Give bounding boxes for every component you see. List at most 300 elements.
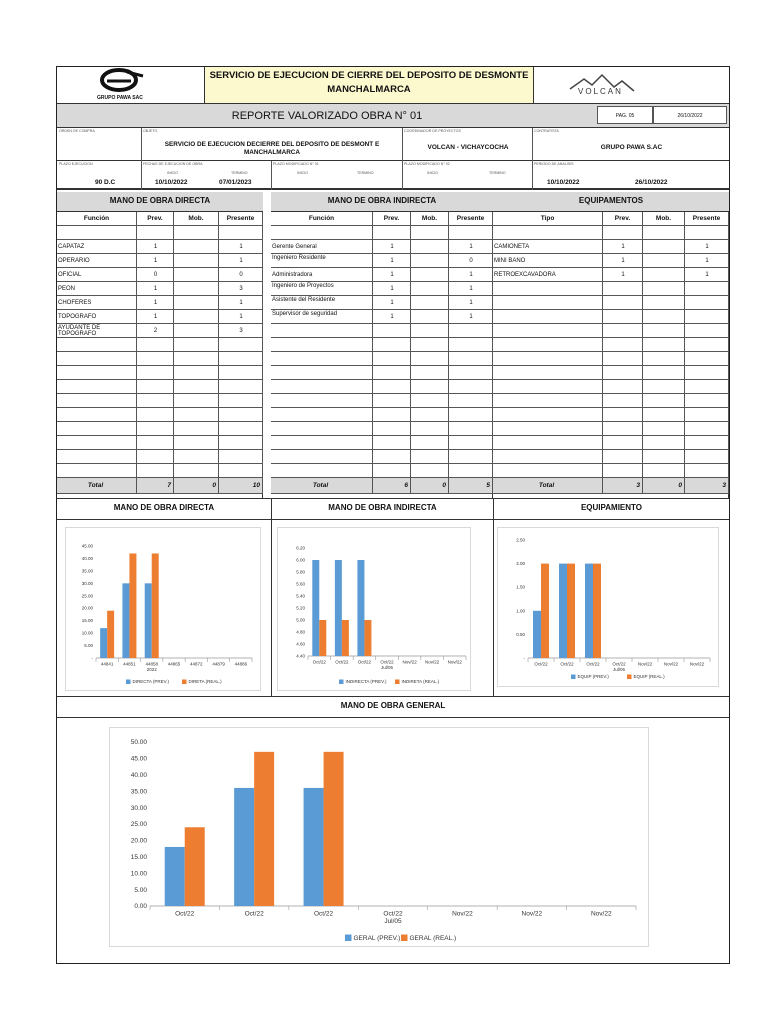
table-cell bbox=[411, 380, 449, 394]
chart-directa-box bbox=[65, 527, 261, 691]
table-row-label bbox=[493, 226, 603, 240]
table-cell bbox=[685, 464, 729, 478]
table-cell bbox=[174, 226, 219, 240]
table-cell: 1 bbox=[373, 296, 411, 310]
table-cell bbox=[174, 254, 219, 268]
table-cell: 1 bbox=[449, 240, 493, 254]
bar-prev bbox=[533, 611, 541, 658]
table-row-label bbox=[493, 282, 603, 296]
table-cell bbox=[685, 324, 729, 338]
legend-swatch bbox=[182, 680, 187, 685]
legend-swatch bbox=[126, 680, 131, 685]
table-cell bbox=[685, 338, 729, 352]
legend-label: INDIRETA (REAL.) bbox=[401, 679, 440, 684]
total-cell: 5 bbox=[449, 478, 493, 494]
x-tick-label: 44858 bbox=[145, 661, 158, 667]
table-cell: 0 bbox=[449, 254, 493, 268]
table-row-label: Supervisor de seguridad bbox=[271, 310, 373, 324]
x-tick-label: Oct/22 bbox=[383, 910, 403, 918]
bar-real bbox=[364, 620, 371, 656]
table-cell bbox=[449, 324, 493, 338]
table-equipos-title: EQUIPAMENTOS bbox=[493, 192, 729, 212]
table-cell bbox=[137, 394, 174, 408]
x-tick-label: Nov/22 bbox=[663, 661, 679, 667]
table-cell bbox=[174, 394, 219, 408]
table-cell bbox=[411, 324, 449, 338]
table-cell bbox=[174, 422, 219, 436]
table-cell: 1 bbox=[373, 310, 411, 324]
table-row-label bbox=[57, 352, 137, 366]
table-cell bbox=[643, 394, 685, 408]
chart-indirecta bbox=[278, 528, 472, 692]
chart-equipamiento-title: EQUIPAMIENTO bbox=[580, 503, 643, 512]
table-cell bbox=[449, 366, 493, 380]
y-tick-label: 10.00 bbox=[81, 630, 93, 636]
y-tick-label: 5.00 bbox=[296, 617, 305, 623]
column-header: Tipo bbox=[493, 212, 603, 226]
table-cell bbox=[174, 282, 219, 296]
x-tick-label: Nov/22 bbox=[425, 659, 440, 665]
y-tick-label: 25.00 bbox=[130, 821, 147, 829]
x-tick-label: Nov/22 bbox=[402, 659, 417, 665]
report-sheet bbox=[56, 66, 730, 964]
bar-real bbox=[319, 620, 326, 656]
y-tick-label: 2.00 bbox=[516, 561, 525, 567]
table-cell: 1 bbox=[219, 296, 263, 310]
bar-prev bbox=[559, 564, 567, 658]
coordinador-value: VOLCAN - VICHAYCOCHA bbox=[427, 144, 509, 151]
fecha-inicio: 10/10/2022 bbox=[155, 179, 188, 186]
table-cell bbox=[603, 338, 643, 352]
table-cell bbox=[174, 380, 219, 394]
table-cell bbox=[219, 408, 263, 422]
table-cell: 2 bbox=[137, 324, 174, 338]
table-cell bbox=[373, 352, 411, 366]
table-cell: 1 bbox=[219, 310, 263, 324]
column-header: Prev. bbox=[137, 212, 174, 226]
table-cell bbox=[411, 352, 449, 366]
table-cell: 1 bbox=[373, 268, 411, 282]
chart-equipamiento bbox=[498, 528, 720, 688]
y-tick-label: 35.00 bbox=[130, 788, 147, 796]
table-cell bbox=[643, 408, 685, 422]
y-tick-label: 20.00 bbox=[130, 837, 147, 845]
table-cell bbox=[373, 366, 411, 380]
table-cell bbox=[411, 366, 449, 380]
table-cell bbox=[137, 408, 174, 422]
y-tick-label: 2.50 bbox=[516, 537, 525, 543]
table-cell bbox=[603, 380, 643, 394]
table-row-label: RETROEXCAVADORA bbox=[493, 268, 603, 282]
column-header: Mob. bbox=[174, 212, 219, 226]
bar-real bbox=[129, 553, 136, 658]
table-cell bbox=[219, 450, 263, 464]
y-tick-label: 6.20 bbox=[296, 545, 305, 551]
chart-indirecta-box bbox=[277, 527, 471, 691]
table-cell bbox=[643, 226, 685, 240]
mod2-inicio-label: INICIO bbox=[427, 171, 438, 175]
y-tick-label: 15.00 bbox=[81, 618, 93, 624]
table-cell bbox=[137, 436, 174, 450]
x-tick-label: Oct/22 bbox=[175, 910, 195, 918]
x-tick-label: Oct/22 bbox=[335, 659, 349, 665]
table-cell bbox=[137, 338, 174, 352]
table-cell: 1 bbox=[449, 310, 493, 324]
report-title-bar bbox=[57, 104, 729, 128]
volcan-mountain-icon bbox=[534, 67, 730, 104]
table-cell bbox=[685, 422, 729, 436]
table-cell: 1 bbox=[373, 282, 411, 296]
table-cell: 1 bbox=[137, 282, 174, 296]
table-cell: 3 bbox=[219, 282, 263, 296]
table-cell bbox=[449, 436, 493, 450]
table-cell bbox=[219, 352, 263, 366]
bar-real bbox=[324, 752, 344, 906]
table-cell bbox=[373, 394, 411, 408]
total-label: Total bbox=[493, 478, 603, 494]
table-cell bbox=[603, 226, 643, 240]
fechas-label: FECHAS DE EJECUCION DE OBRA bbox=[143, 162, 203, 166]
table-cell bbox=[449, 380, 493, 394]
column-header: Función bbox=[57, 212, 137, 226]
y-tick-label: 5.40 bbox=[296, 593, 305, 599]
chart-indirecta-title: MANO DE OBRA INDIRECTA bbox=[328, 503, 437, 512]
table-cell: 1 bbox=[603, 268, 643, 282]
table-cell bbox=[643, 268, 685, 282]
bar-prev bbox=[145, 583, 152, 658]
table-cell: 3 bbox=[219, 324, 263, 338]
table-cell bbox=[174, 268, 219, 282]
table-row-label bbox=[271, 324, 373, 338]
table-indirecta-title: MANO DE OBRA INDIRECTA bbox=[271, 192, 493, 212]
table-cell bbox=[685, 310, 729, 324]
table-row-label: OFICIAL bbox=[57, 268, 137, 282]
report-date: 26/10/2022 bbox=[653, 106, 727, 124]
table-row-label bbox=[57, 366, 137, 380]
title-line-2: MANCHALMARCA bbox=[327, 84, 411, 95]
table-cell bbox=[174, 310, 219, 324]
bar-prev bbox=[335, 560, 342, 656]
total-label: Total bbox=[271, 478, 373, 494]
total-cell: 3 bbox=[603, 478, 643, 494]
table-cell bbox=[373, 450, 411, 464]
coordinador-label: COORDINADOR DE PROYECTOS bbox=[404, 129, 461, 133]
table-row-label bbox=[271, 338, 373, 352]
table-indirecta bbox=[271, 192, 493, 498]
legend-swatch bbox=[627, 675, 632, 680]
table-cell bbox=[174, 436, 219, 450]
total-cell: 6 bbox=[373, 478, 411, 494]
table-cell: 1 bbox=[449, 268, 493, 282]
table-cell bbox=[411, 268, 449, 282]
objeto-line-2: MANCHALMARCA bbox=[243, 149, 301, 156]
table-cell bbox=[411, 254, 449, 268]
y-tick-label: 10.00 bbox=[130, 870, 147, 878]
table-cell bbox=[643, 310, 685, 324]
table-cell bbox=[603, 366, 643, 380]
table-cell bbox=[685, 380, 729, 394]
table-row-label: CHOFERES bbox=[57, 296, 137, 310]
table-cell bbox=[411, 282, 449, 296]
table-cell bbox=[643, 338, 685, 352]
total-cell: 0 bbox=[411, 478, 449, 494]
legend-label: EQUIP (REAL.) bbox=[633, 674, 665, 679]
table-row-label bbox=[493, 394, 603, 408]
bar-real bbox=[567, 564, 575, 658]
table-cell bbox=[643, 352, 685, 366]
table-row-label: Administradora bbox=[271, 268, 373, 282]
table-cell bbox=[643, 450, 685, 464]
x-tick-label: Nov/22 bbox=[689, 661, 705, 667]
y-tick-label: 0.00 bbox=[134, 903, 147, 911]
bar-real bbox=[152, 553, 159, 658]
table-row-label: CAMIONETA bbox=[493, 240, 603, 254]
table-row-label bbox=[57, 464, 137, 478]
table-cell bbox=[373, 408, 411, 422]
bar-prev bbox=[357, 560, 364, 656]
table-row-label bbox=[271, 422, 373, 436]
table-directa bbox=[57, 192, 263, 498]
table-row-label: Gerente General bbox=[271, 240, 373, 254]
table-directa-title: MANO DE OBRA DIRECTA bbox=[57, 192, 263, 212]
y-tick-label: 50.00 bbox=[130, 739, 147, 747]
table-row-label bbox=[493, 324, 603, 338]
table-row-label: AYUDANTE DE TOPOGRAFO bbox=[57, 324, 137, 338]
y-tick-label: 20.00 bbox=[81, 605, 93, 611]
table-cell bbox=[449, 408, 493, 422]
chart-general-title: MANO DE OBRA GENERAL bbox=[340, 701, 446, 710]
table-cell bbox=[411, 450, 449, 464]
table-cell bbox=[174, 324, 219, 338]
bar-prev bbox=[585, 564, 593, 658]
table-row-label bbox=[493, 422, 603, 436]
table-row-label bbox=[493, 450, 603, 464]
table-cell bbox=[643, 422, 685, 436]
table-cell bbox=[643, 282, 685, 296]
table-cell: 1 bbox=[137, 240, 174, 254]
y-tick-label: 40.00 bbox=[81, 555, 93, 561]
table-cell bbox=[603, 282, 643, 296]
table-row-label bbox=[57, 450, 137, 464]
table-cell bbox=[411, 296, 449, 310]
objeto-label: OBJETO bbox=[143, 129, 158, 133]
title-line-1: SERVICIO DE EJECUCION DE CIERRE DEL DEPOSITO DE DESMONTE bbox=[209, 70, 529, 81]
table-cell bbox=[411, 464, 449, 478]
table-cell bbox=[373, 338, 411, 352]
periodo-fin: 26/10/2022 bbox=[635, 179, 668, 186]
bar-prev bbox=[234, 788, 254, 906]
table-cell bbox=[219, 226, 263, 240]
legend-label: GERAL (REAL.) bbox=[409, 935, 457, 942]
table-cell bbox=[174, 352, 219, 366]
report-title: REPORTE VALORIZADO OBRA N° 01 bbox=[231, 110, 423, 122]
table-cell bbox=[219, 366, 263, 380]
x-tick-label: Oct/22 bbox=[586, 661, 600, 667]
table-cell bbox=[411, 310, 449, 324]
table-cell bbox=[603, 464, 643, 478]
y-tick-label: 6.00 bbox=[296, 557, 305, 563]
bar-real bbox=[541, 564, 549, 658]
table-row-label: Asistente del Residente bbox=[271, 296, 373, 310]
x-tick-label: Oct/22 bbox=[612, 661, 626, 667]
chart-directa-title: MANO DE OBRA DIRECTA bbox=[113, 503, 215, 512]
y-tick-label: 30.00 bbox=[130, 804, 147, 812]
legend-swatch bbox=[345, 935, 352, 942]
table-row-label bbox=[57, 380, 137, 394]
y-tick-label: 5.20 bbox=[296, 605, 305, 611]
table-row-label bbox=[271, 394, 373, 408]
bar-prev bbox=[122, 583, 129, 658]
table-cell: 1 bbox=[373, 254, 411, 268]
table-row-label bbox=[271, 226, 373, 240]
table-cell bbox=[411, 408, 449, 422]
y-tick-label: 4.60 bbox=[296, 641, 305, 647]
legend-swatch bbox=[339, 680, 344, 685]
table-row-label bbox=[57, 436, 137, 450]
mod1-termino-label: TERMINO bbox=[357, 171, 374, 175]
total-cell: 3 bbox=[685, 478, 729, 494]
table-cell bbox=[174, 240, 219, 254]
y-tick-label: 5.60 bbox=[296, 581, 305, 587]
table-cell bbox=[603, 352, 643, 366]
plazo-value: 90 D.C bbox=[95, 179, 116, 186]
plazo-mod1-label: PLAZO MODIFICADO N° 01 bbox=[273, 162, 319, 166]
mod1-inicio-label: INICIO bbox=[297, 171, 308, 175]
x-tick-label: Nov/22 bbox=[521, 910, 543, 918]
x-tick-label: Oct/22 bbox=[357, 659, 372, 665]
table-cell: 1 bbox=[219, 254, 263, 268]
table-cell: 1 bbox=[449, 282, 493, 296]
x-tick-label: Nov/22 bbox=[452, 910, 473, 918]
table-cell bbox=[137, 450, 174, 464]
termino-label: TERMINO bbox=[231, 171, 248, 175]
client-logo bbox=[533, 67, 729, 104]
total-cell: 10 bbox=[219, 478, 263, 494]
contratista-value: GRUPO PAWA S.AC bbox=[600, 144, 663, 151]
table-cell bbox=[685, 408, 729, 422]
table-cell: 1 bbox=[603, 240, 643, 254]
table-cell bbox=[411, 240, 449, 254]
table-cell: 0 bbox=[137, 268, 174, 282]
table-cell bbox=[603, 436, 643, 450]
table-cell bbox=[219, 436, 263, 450]
table-row-label: Ingeniero Residente bbox=[271, 254, 373, 268]
column-header: Mob. bbox=[643, 212, 685, 226]
table-row-label bbox=[493, 310, 603, 324]
general-title-row bbox=[57, 696, 729, 718]
table-cell bbox=[643, 296, 685, 310]
table-row-label bbox=[271, 450, 373, 464]
chart-general-box bbox=[109, 727, 649, 947]
table-cell bbox=[373, 422, 411, 436]
legend-label: GERAL (PREV.) bbox=[353, 935, 401, 942]
table-cell: 1 bbox=[373, 240, 411, 254]
table-cell bbox=[449, 338, 493, 352]
table-cell bbox=[137, 366, 174, 380]
table-cell bbox=[219, 422, 263, 436]
table-cell: 1 bbox=[137, 254, 174, 268]
x-tick-sublabel: Jul/05 bbox=[384, 918, 402, 925]
table-cell bbox=[137, 226, 174, 240]
periodo-label: PERIODO DE ANALISIS bbox=[534, 162, 574, 166]
total-cell: 7 bbox=[137, 478, 174, 494]
company-logo-text: GRUPO PAWA SAC bbox=[97, 95, 143, 101]
table-cell bbox=[174, 296, 219, 310]
y-tick-label: 5.80 bbox=[296, 569, 305, 575]
table-row-label bbox=[271, 408, 373, 422]
table-cell bbox=[449, 352, 493, 366]
table-cell bbox=[411, 338, 449, 352]
x-tick-sublabel: Jul/05 bbox=[612, 667, 626, 672]
total-cell: 0 bbox=[643, 478, 685, 494]
table-cell bbox=[373, 436, 411, 450]
contratista-label: CONTRATISTA bbox=[534, 129, 559, 133]
x-tick-label: Oct/22 bbox=[244, 910, 264, 918]
table-row-label: OPERARIO bbox=[57, 254, 137, 268]
objeto-line-1: SERVICIO DE EJECUCION DECIERRE DEL DEPOSITO DE DESMONT E bbox=[164, 141, 380, 148]
table-cell: 1 bbox=[685, 254, 729, 268]
x-tick-label: Nov/22 bbox=[447, 659, 462, 665]
table-row-label bbox=[493, 436, 603, 450]
chart-directa bbox=[66, 528, 262, 692]
bar-real bbox=[185, 827, 205, 906]
table-cell bbox=[685, 296, 729, 310]
x-tick-label: Nov/22 bbox=[590, 910, 612, 918]
table-row-label bbox=[493, 338, 603, 352]
table-cell bbox=[411, 226, 449, 240]
bar-prev bbox=[304, 788, 324, 906]
charts-title-row bbox=[57, 498, 729, 520]
table-cell bbox=[603, 422, 643, 436]
x-tick-label: Oct/22 bbox=[534, 661, 548, 667]
y-tick-label: 15.00 bbox=[130, 853, 147, 861]
table-row-label bbox=[493, 408, 603, 422]
plazo-mod2-label: PLAZO MODIFICADO N° 02 bbox=[404, 162, 450, 166]
table-cell: 1 bbox=[685, 240, 729, 254]
table-cell bbox=[603, 450, 643, 464]
x-tick-sublabel: Jul/05 bbox=[380, 665, 394, 670]
table-equipos bbox=[493, 192, 729, 498]
table-row-label bbox=[57, 408, 137, 422]
x-tick-label: 44851 bbox=[123, 661, 136, 667]
table-cell bbox=[643, 366, 685, 380]
table-cell bbox=[219, 464, 263, 478]
orden-label: ORDEN DE COMPRA bbox=[59, 129, 95, 133]
table-cell bbox=[174, 366, 219, 380]
bar-prev bbox=[312, 560, 319, 656]
table-cell bbox=[373, 324, 411, 338]
document-title bbox=[205, 67, 533, 104]
table-cell bbox=[685, 282, 729, 296]
y-tick-label: 25.00 bbox=[81, 593, 93, 599]
table-cell bbox=[449, 394, 493, 408]
table-cell: 1 bbox=[219, 240, 263, 254]
column-header: Presente bbox=[449, 212, 493, 226]
mod2-termino-label: TERMINO bbox=[489, 171, 506, 175]
table-cell bbox=[174, 408, 219, 422]
table-cell bbox=[373, 464, 411, 478]
table-row-label bbox=[57, 394, 137, 408]
x-tick-label: Oct/22 bbox=[380, 659, 394, 665]
x-tick-label: 44879 bbox=[212, 661, 225, 667]
table-row-label bbox=[271, 464, 373, 478]
table-cell bbox=[643, 254, 685, 268]
table-cell bbox=[411, 436, 449, 450]
company-logo bbox=[57, 67, 205, 104]
table-cell bbox=[137, 352, 174, 366]
legend-swatch bbox=[401, 935, 408, 942]
table-cell bbox=[219, 394, 263, 408]
